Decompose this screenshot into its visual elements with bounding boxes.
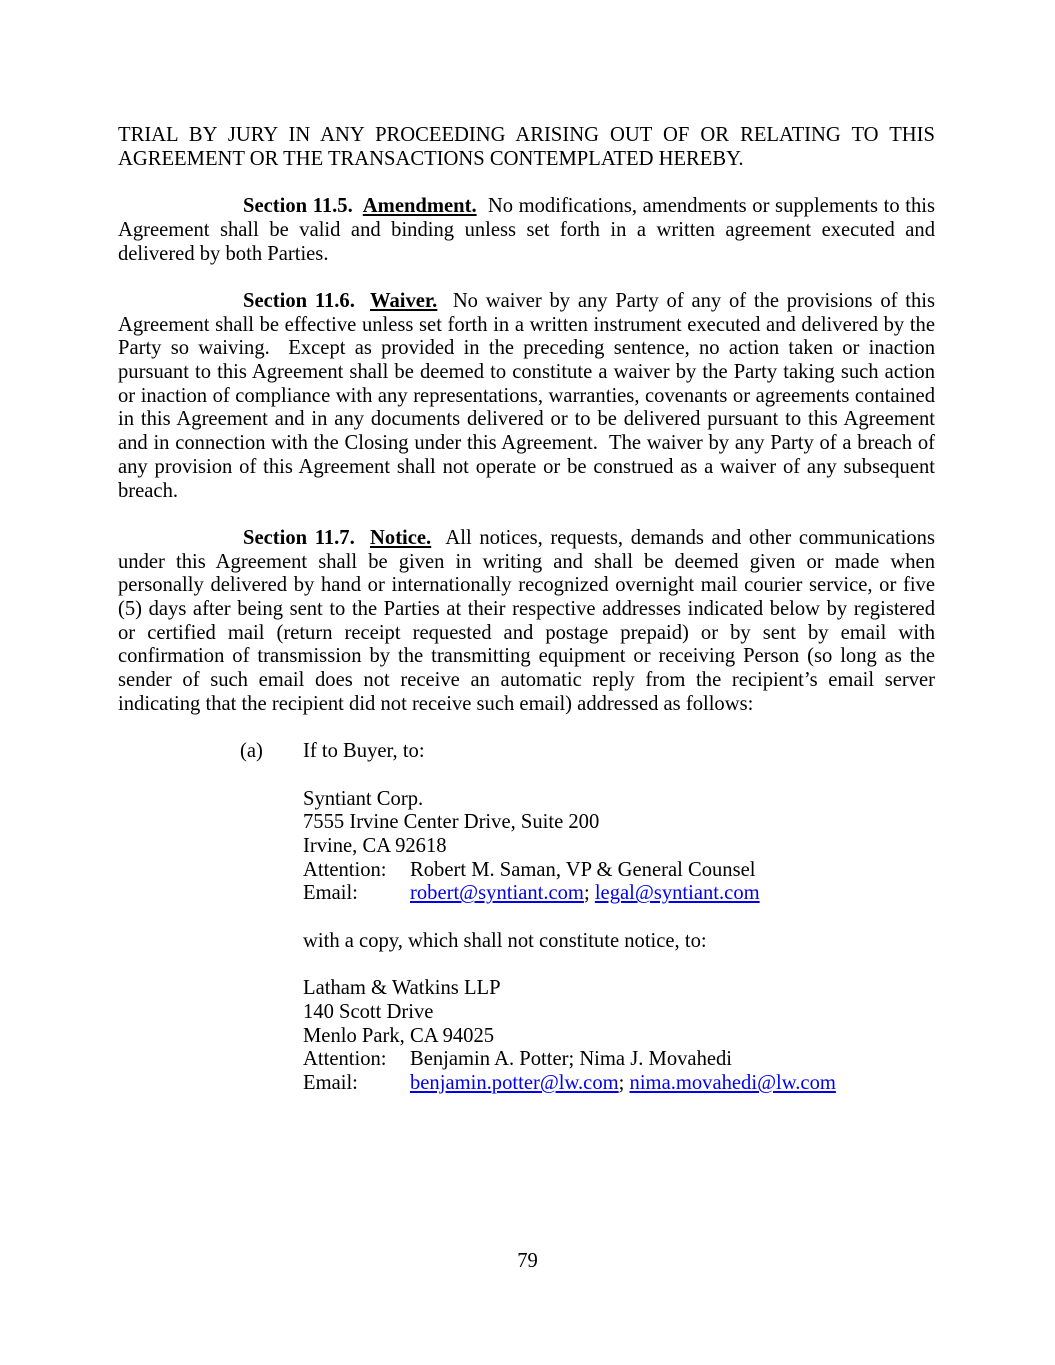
buyer-email-row bbox=[303, 882, 935, 906]
counsel-attention-row bbox=[303, 1048, 935, 1072]
buyer-company: Syntiant Corp. bbox=[303, 787, 424, 810]
copy-notice-intro: with a copy, which shall not constitute notice, to: bbox=[303, 929, 707, 952]
email-separator: ; bbox=[618, 1072, 630, 1095]
notice-list-item-a bbox=[240, 740, 935, 764]
counsel-emails bbox=[410, 1072, 836, 1096]
buyer-email-link-2[interactable]: legal@syntiant.com bbox=[594, 882, 760, 905]
section-11-5-body: No modifications, amendments or supplements to this Agreement shall be valid and binding unless set forth in a written agreement executed and delivered by both Parties. bbox=[118, 195, 935, 265]
attention-label: Attention: bbox=[303, 1048, 387, 1071]
section-11-7-notice bbox=[118, 527, 935, 717]
email-separator: ; bbox=[583, 882, 595, 905]
buyer-city-state-zip: Irvine, CA 92618 bbox=[303, 835, 447, 858]
counsel-email-link-1[interactable]: benjamin.potter@lw.com bbox=[410, 1072, 619, 1095]
section-11-7-body: All notices, requests, demands and other communications under this Agreement shall be given in writing and shall be deemed given or made when personally delivered by hand or internationally recognized overnight mail courier service, or five (5) days after being sent to the Parties at their respective addresses indicated below by registered or certified mail (return receipt requested and postage prepaid) or by sent by email with confirmation of transmission by the transmitting equipment or receiving Person (so long as the sender of such email does not receive an automatic reply from the recipient’s email server indicating that the recipient did not receive such email) addressed as follows: bbox=[118, 526, 935, 715]
section-11-6-body: No waiver by any Party of any of the provisions of this Agreement shall be effective unless set forth in a written instrument executed and delivered by the Party so waiving. Except as provided in the preceding sentence, no action taken or inaction pursuant to this Agreement shall be deemed to constitute a waiver by the Party taking such action or inaction of compliance with any representations, warranties, covenants or agreements contained in this Agreement and in any documents delivered or to be delivered pursuant to this Agreement and in connection with the Closing under this Agreement. The waiver by any Party of a breach of any provision of this Agreement shall not operate or be construed as a waiver of any subsequent breach. bbox=[118, 289, 935, 502]
list-item-label: If to Buyer, to: bbox=[303, 740, 425, 763]
counsel-street: 140 Scott Drive bbox=[303, 1000, 434, 1023]
section-11-6-waiver bbox=[118, 290, 935, 503]
section-11-5-title: Amendment. bbox=[362, 195, 477, 218]
counsel-address-block bbox=[303, 977, 935, 1096]
buyer-email-link-1[interactable]: robert@syntiant.com bbox=[410, 882, 584, 905]
buyer-address-block bbox=[303, 788, 935, 907]
counsel-email-row bbox=[303, 1072, 935, 1096]
counsel-city-state-zip: Menlo Park, CA 94025 bbox=[303, 1024, 495, 1047]
section-11-7-number: Section 11.7. bbox=[243, 526, 371, 549]
section-11-5-amendment bbox=[118, 195, 935, 266]
page-number: 79 bbox=[517, 1250, 538, 1272]
counsel-email-link-2[interactable]: nima.movahedi@lw.com bbox=[629, 1072, 836, 1095]
attention-label: Attention: bbox=[303, 858, 387, 881]
buyer-emails bbox=[410, 882, 760, 906]
counsel-attention-value: Benjamin A. Potter; Nima J. Movahedi bbox=[410, 1048, 733, 1071]
list-item-marker: (a) bbox=[240, 740, 263, 763]
section-11-7-title: Notice. bbox=[370, 526, 432, 549]
section-11-6-title: Waiver. bbox=[370, 289, 438, 312]
buyer-attention-row bbox=[303, 859, 935, 883]
continued-jury-trial-paragraph: TRIAL BY JURY IN ANY PROCEEDING ARISING OUT OF OR RELATING TO THIS AGREEMENT OR THE TRANSACTIONS CONTEMPLATED HEREBY. bbox=[118, 124, 935, 170]
section-11-5-number: Section 11.5. bbox=[243, 195, 363, 218]
buyer-attention-value: Robert M. Saman, VP & General Counsel bbox=[410, 858, 756, 881]
email-label: Email: bbox=[303, 1072, 358, 1095]
counsel-company: Latham & Watkins LLP bbox=[303, 977, 501, 1000]
email-label: Email: bbox=[303, 882, 358, 905]
section-11-6-number: Section 11.6. bbox=[243, 289, 370, 312]
buyer-street: 7555 Irvine Center Drive, Suite 200 bbox=[303, 811, 600, 834]
